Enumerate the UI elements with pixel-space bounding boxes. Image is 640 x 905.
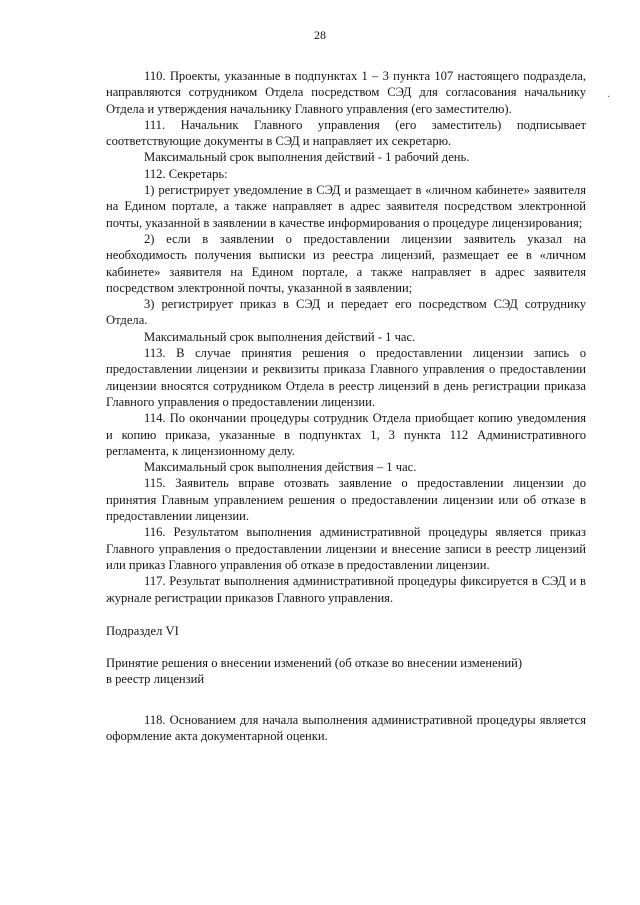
paragraph-117: 117. Результат выполнения административной процедуры фиксируется в СЭД и в журнале регистрации приказов Главного управления. [106,574,586,605]
margin-mark: · [607,92,611,103]
paragraph-113: 113. В случае принятия решения о предоставлении лицензии запись о предоставлении лицензии и реквизиты приказа Главного управления о предоставлении лицензии вносятся сотрудником Отдела в реестр лицензий в день регистрации приказа Главного управления о предоставлении лицензии. [106,346,586,409]
paragraph-115: 115. Заявитель вправе отозвать заявление о предоставлении лицензии до принятия Главным управлением решения о предоставлении лицензии или об отказе в предоставлении лицензии. [106,476,586,524]
section-title-line1: Принятие решения о внесении изменений (об отказе во внесении изменений) [106,656,523,671]
subitem-2: 2) если в заявлении о предоставлении лицензии заявитель указал на необходимость получения выписки из реестра лицензий, размещает ее в «личном кабинете» заявителя на Едином портале, а также направляет в адрес заявителя посредством электронной почты, указанной в заявлении; [106,231,586,295]
paragraph-116: 116. Результатом выполнения административной процедуры является приказ Главного управления о предоставлении лицензии и внесение записи в реестр лицензий или приказ Главного управления об отказе в предоставлении лицензии. [106,525,586,572]
paragraph-114: 114. По окончании процедуры сотрудник Отдела приобщает копию уведомления и копию приказа, указанные в подпунктах 1, 3 пункта 112 Административного регламента, к лицензионному делу. [106,411,586,458]
paragraph-118: 118. Основанием для начала выполнения административной процедуры является оформление акта документарной оценки. [106,712,586,743]
paragraph-110: 110. Проекты, указанные в подпунктах 1 – 3 пункта 107 настоящего подраздела, направляются сотрудником Отдела посредством СЭД для согласования начальнику Отдела и утверждения начальнику Главного управления (его заместителю). [106,69,586,116]
page-number: 28 [314,28,326,42]
subitem-3: 3) регистрирует приказ в СЭД и передает его посредством СЭД сотруднику Отдела. [106,297,586,328]
paragraph-111: 111. Начальник Главного управления (его заместитель) подписывает соответствующие документы в СЭД и направляет их секретарю. [106,117,586,149]
document-body [106,68,586,744]
paragraph-112: 112. Секретарь: [144,166,228,181]
section-label: Подраздел VI [106,623,179,638]
deadline-note: Максимальный срок выполнения действий - 1 час. [144,329,416,344]
subitem-1: 1) регистрирует уведомление в СЭД и размещает в «личном кабинете» заявителя на Едином портале, а также направляет в адрес заявителя посредством электронной почты, указанной в заявлении в качестве информирования о процедуре лицензирования; [106,183,586,230]
section-title-line2: в реестр лицензий [106,672,205,687]
deadline-note: Максимальный срок выполнения действий - 1 рабочий день. [144,150,470,165]
deadline-note: Максимальный срок выполнения действия – 1 час. [144,460,417,475]
